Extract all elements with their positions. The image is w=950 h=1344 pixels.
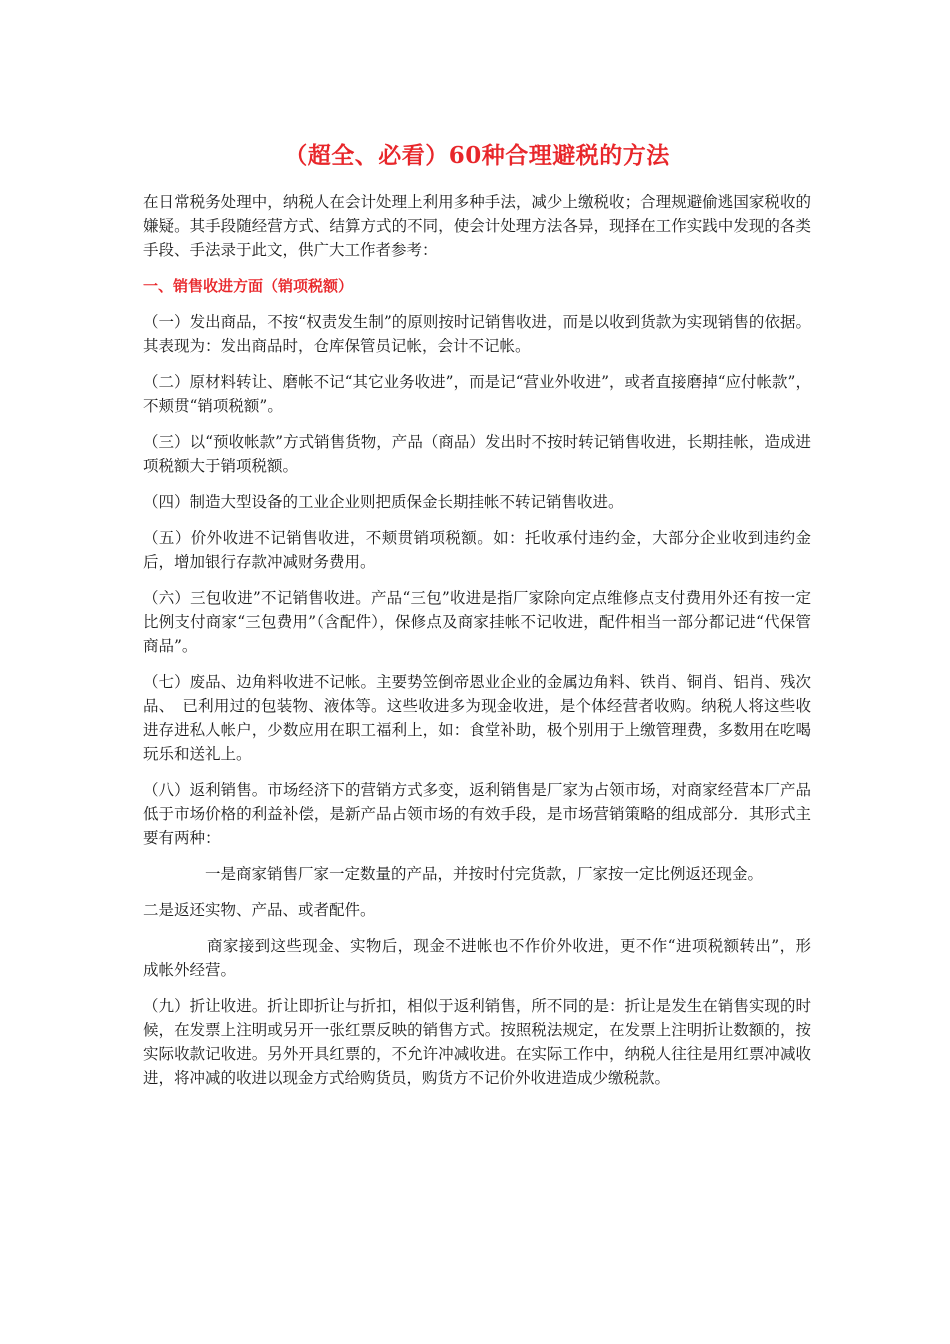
subpoint-a: 一是商家销售厂家一定数量的产品，并按时付完货款，厂家按一定比例返还现金。 [205, 865, 764, 883]
item-paragraph-3: （三）以“预收帐款”方式销售货物，产品（商品）发出时不按时转记销售收进，长期挂帐，造成进项税额大于销项税额。 [143, 433, 811, 475]
intro-paragraph: 在日常税务处理中，纳税人在会计处理上利用多种手法，减少上缴税收；合理规避偷逃国家税收的嫌疑。其手段随经营方式、结算方式的不同，使会计处理方法各异，现择在工作实践中发现的各类手段、手法录于此文，供广大工作者参考： [143, 193, 811, 259]
item-paragraph-8: （八）返利销售。市场经济下的营销方式多变，返利销售是厂家为占领市场，对商家经营本厂产品低于市场价格的利益补偿，是新产品占领市场的有效手段，是市场营销策略的组成部分．其形式主要有两种： [143, 781, 811, 847]
page-title: （超全、必看）60种合理避税的方法 [284, 142, 670, 169]
subpoint-b: 二是返还实物、产品、或者配件。 [143, 901, 376, 919]
subpoint-c: 商家接到这些现金、实物后，现金不进帐也不作价外收进，更不作“进项税额转出”，形成帐外经营。 [143, 937, 811, 979]
item-paragraph-4: （四）制造大型设备的工业企业则把质保金长期挂帐不转记销售收进。 [143, 493, 624, 511]
section-heading: 一、销售收进方面（销项税额） [143, 277, 354, 295]
document-body [143, 190, 811, 1102]
item-paragraph-1: （一）发出商品，不按“权责发生制”的原则按时记销售收进，而是以收到货款为实现销售的依据。其表现为：发出商品时，仓库保管员记帐，会计不记帐。 [143, 313, 811, 355]
item-paragraph-6: （六）三包收进”不记销售收进。产品“三包”收进是指厂家除向定点维修点支付费用外还有按一定比例支付商家“三包费用”（含配件），保修点及商家挂帐不记收进，配件相当一部分都记进“代保管商品”。 [143, 589, 811, 655]
item-paragraph-2: （二）原材料转让、磨帐不记“其它业务收进”，而是记“营业外收进”，或者直接磨掉“应付帐款”，不颊贯“销项税额”。 [143, 373, 811, 415]
item-paragraph-5: （五）价外收进不记销售收进，不颊贯销项税额。如：托收承付违约金，大部分企业收到违约金后，增加银行存款冲减财务费用。 [143, 529, 811, 571]
item-paragraph-9: （九）折让收进。折让即折让与折扣，相似于返利销售，所不同的是：折让是发生在销售实现的时候，在发票上注明或另开一张红票反映的销售方式。按照税法规定，在发票上注明折让数额的，按实际收款记收进。另外开具红票的，不允许冲减收进。在实际工作中，纳税人往往是用红票冲减收进，将冲减的收进以现金方式给购货员，购货方不记价外收进造成少缴税款。 [143, 997, 811, 1087]
item-paragraph-7: （七）废品、边角料收进不记帐。主要势笠倒帝恩业企业的金属边角料、铁肖、铜肖、铝肖、残次品、 已利用过的包装物、液体等。这些收进多为现金收进，是个体经营者收购。纳税人将这些收进存进私人帐户，少数应用在职工福利上，如：食堂补助，极个别用于上缴管理费，多数用在吃喝玩乐和送礼上。 [143, 673, 811, 763]
